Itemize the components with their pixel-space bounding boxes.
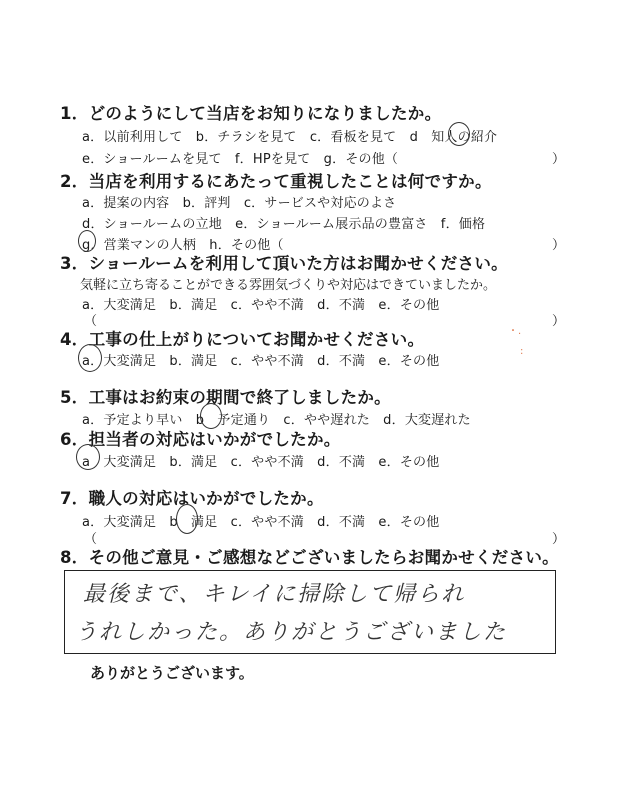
question-1-options-line2: e．ショールームを見て f．HPを見て g．その他（ (82, 152, 399, 167)
question-1-options-line1: a．以前利用して b．チラシを見て c．看板を見て d 知人の紹介 (82, 130, 498, 145)
handwritten-comment-line2: うれしかった。ありがとうございました (75, 620, 508, 645)
question-8-title: 8．その他ご意見・ご感想などございましたらお聞かせください。 (60, 548, 559, 567)
handwritten-comment-line1: 最後まで、キレイに掃除して帰られ (83, 582, 466, 607)
question-4-title: 4．工事の仕上がりについてお聞かせください。 (60, 330, 425, 349)
question-2-options-line2: d．ショールームの立地 e．ショールーム展示品の豊富さ f．価格 (82, 217, 486, 232)
question-7-paren-open: （ (84, 532, 98, 547)
question-7-title: 7．職人の対応はいかがでしたか。 (60, 489, 324, 508)
question-3-paren-open: （ (84, 314, 98, 329)
question-3-subtitle: 気軽に立ち寄ることができる雰囲気づくりや対応はできていましたか。 (80, 278, 497, 293)
question-1-title: 1．どのようにして当店をお知りになりましたか。 (60, 104, 442, 123)
question-1-selection-circle (448, 122, 470, 146)
question-6-options: a 大変満足 b．満足 c．やや不満 d．不満 e．その他 (82, 455, 440, 470)
question-6-selection-circle (76, 444, 100, 470)
question-2-options-line1: a．提案の内容 b．評判 c．サービスや対応のよさ (82, 196, 397, 211)
question-5-title: 5．工事はお約束の期間で終了しましたか。 (60, 388, 391, 407)
question-4-selection-circle (78, 344, 102, 372)
question-2-title: 2．当店を利用するにあたって重視したことは何ですか。 (60, 172, 492, 191)
question-4-options: a．大変満足 b．満足 c．やや不満 d．不満 e．その他 (82, 354, 440, 369)
question-3-title: 3．ショールームを利用して頂いた方はお聞かせください。 (60, 254, 508, 273)
question-2-selection-circle (78, 230, 96, 252)
question-1-paren-close: ） (552, 152, 566, 167)
closing-thanks: ありがとうございます。 (90, 664, 254, 682)
question-7-paren-close: ） (552, 532, 566, 547)
question-3-options: a．大変満足 b．満足 c．やや不満 d．不満 e．その他 (82, 298, 440, 313)
question-3-paren-close: ） (552, 314, 566, 329)
question-5-options: a．予定より早い b 予定通り c．やや遅れた d．大変遅れた (82, 413, 471, 428)
margin-ink-mark: ・. (508, 326, 522, 337)
question-7-options: a．大変満足 b 満足 c．やや不満 d．不満 e．その他 (82, 515, 440, 530)
margin-ink-mark: : (520, 346, 524, 357)
question-7-selection-circle (176, 504, 198, 534)
question-6-title: 6．担当者の対応はいかがでしたか。 (60, 430, 341, 449)
question-2-paren-close: ） (552, 238, 566, 253)
question-2-options-line3: g．営業マンの人柄 h．その他（ (82, 238, 284, 253)
comment-box (64, 570, 556, 654)
